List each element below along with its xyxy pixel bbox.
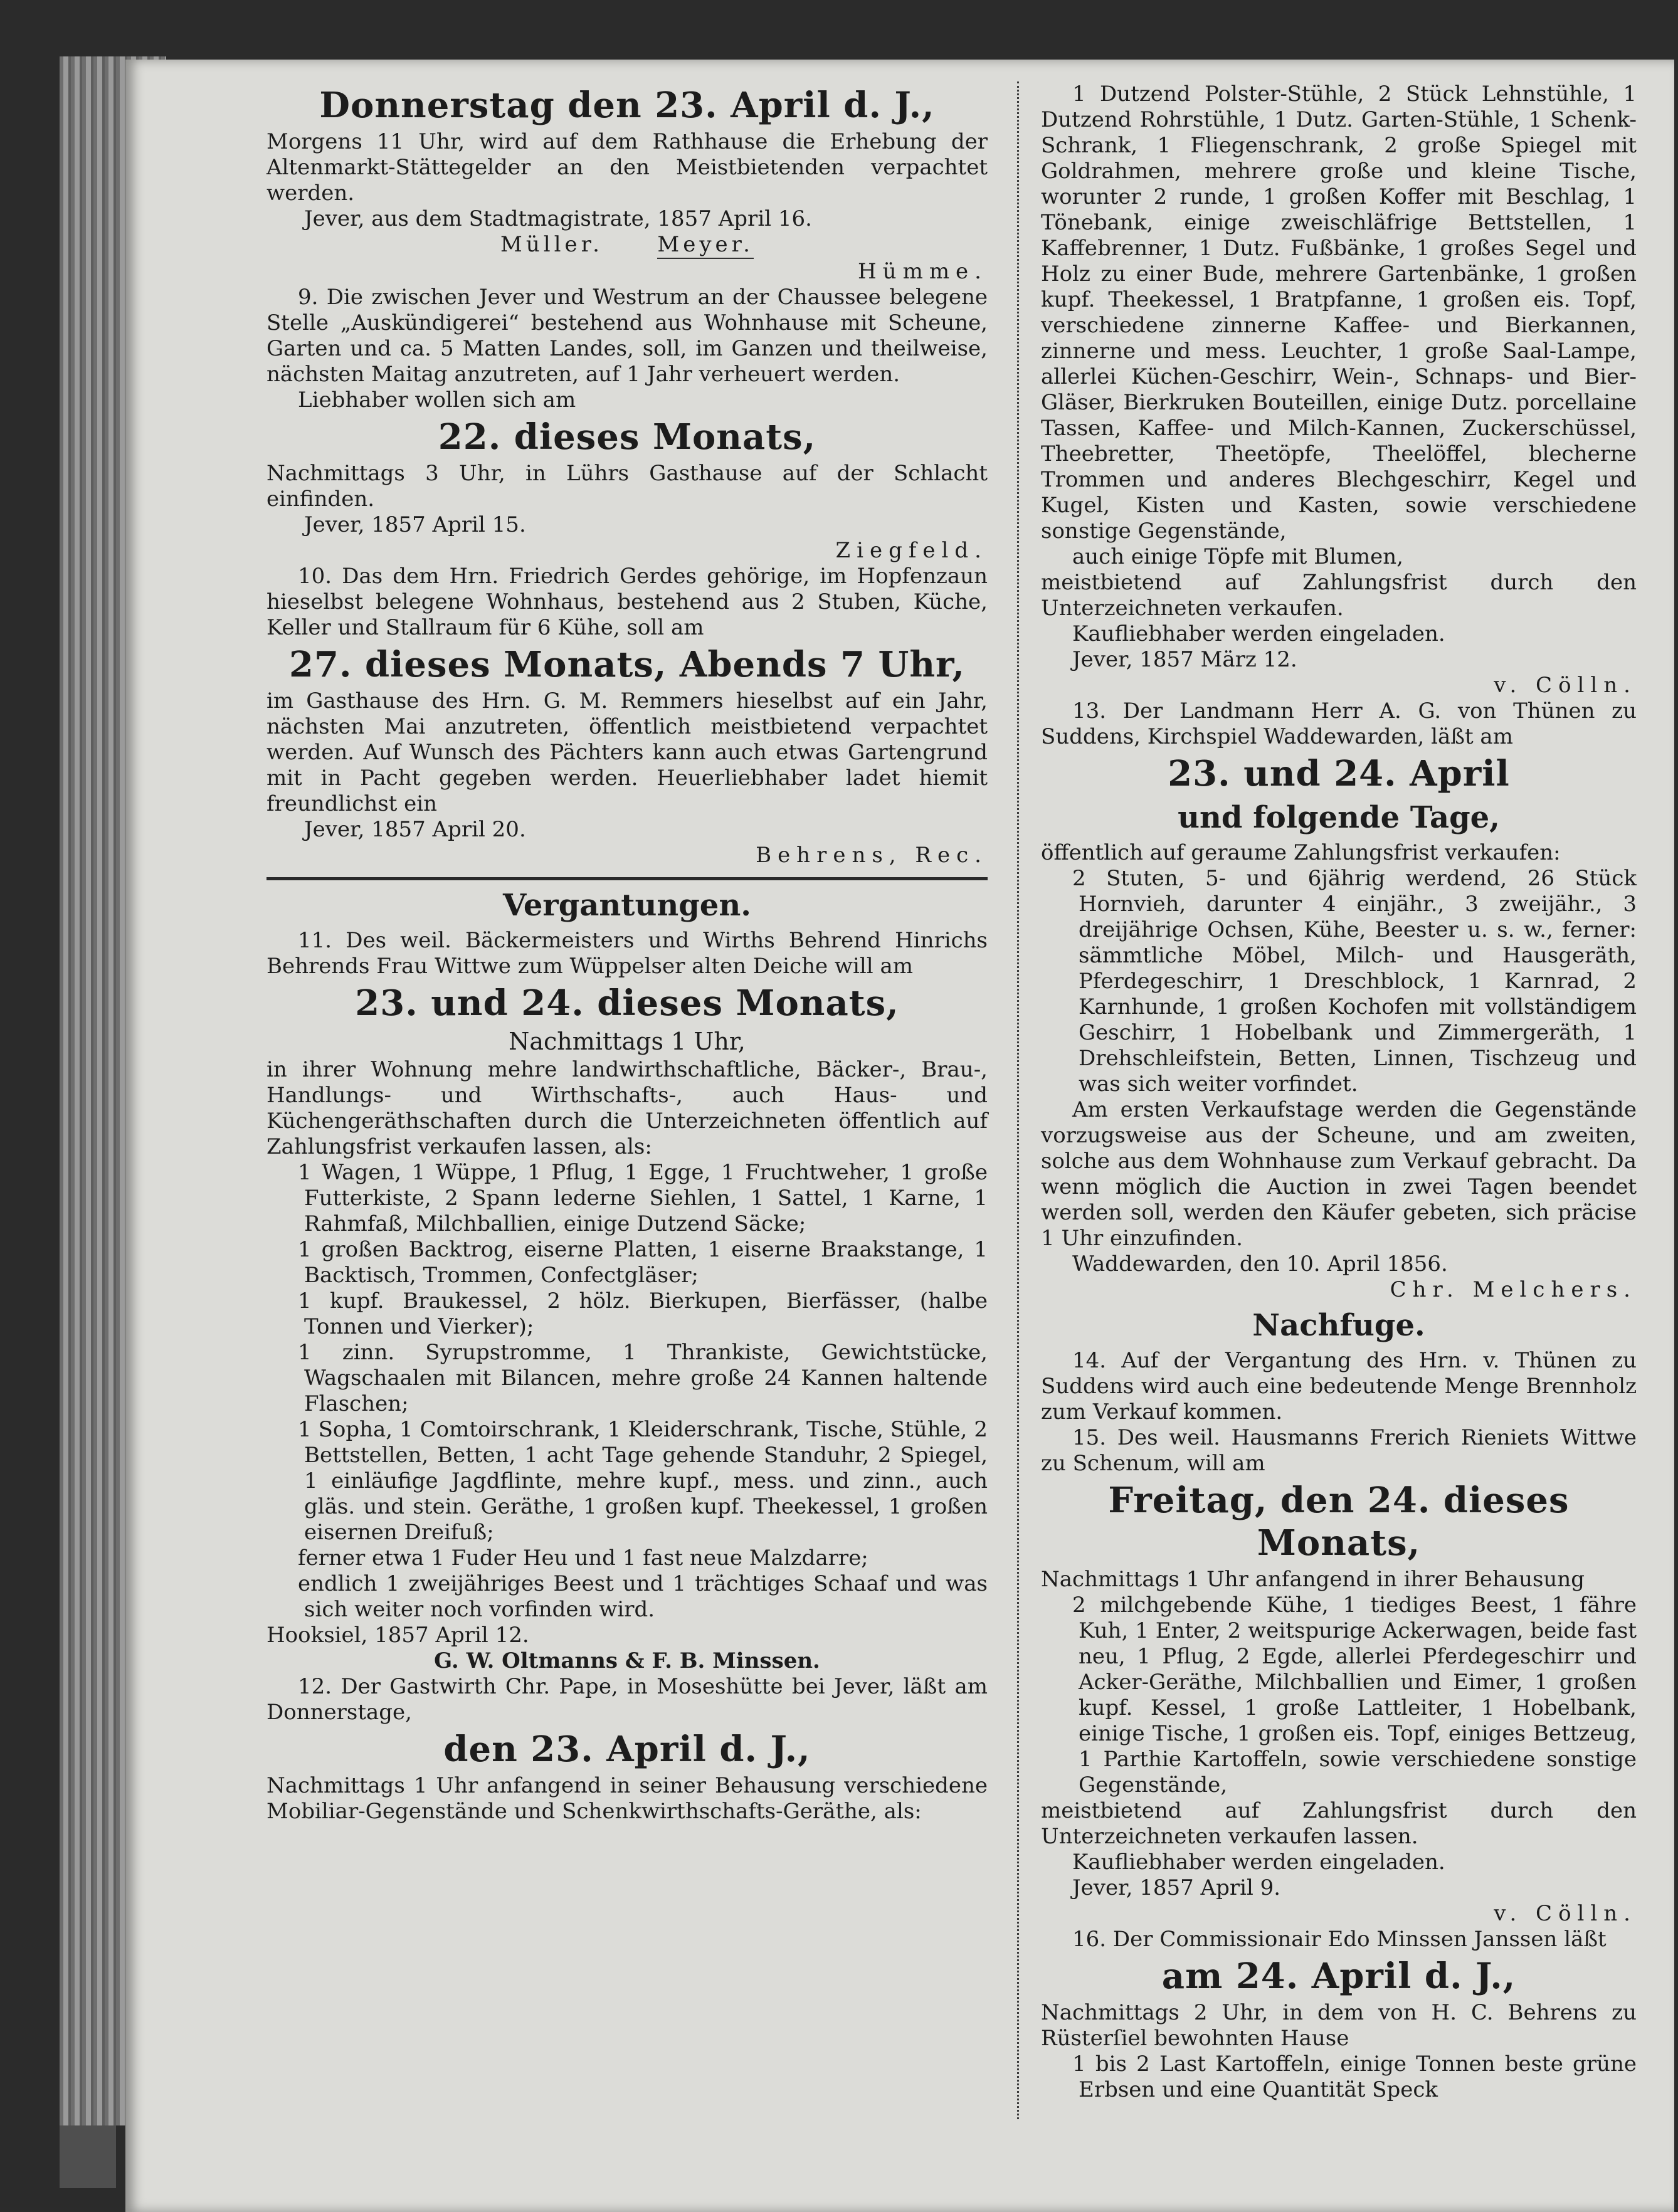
item-13-list: 2 Stuten, 5- und 6jährig werdend, 26 Stück Hornvieh, darunter 4 einjähr., 3 zweijähr., 3 dreijährige Ochsen, Kühe, Beester u. s. w., ferner: sämmtliche Möbel, Milch- und Hausgeräth, Pferdegeschirr, 1 Dreschblock, 1 Karnrad, 2 Karnhunde, 1 großen Kochofen mit vollständigem Geschirr, 1 Hobelbank und Zimmergeräth, 1 Drehschleifstein, Betten, Linnen, Tischzeug und was sich weiter vorfindet. xyxy=(1072,866,1637,1097)
item-13-date: 23. und 24. April xyxy=(1168,753,1510,794)
item-12-continued-2: auch einige Töpfe mit Blumen, xyxy=(1072,544,1403,569)
notice-heading: Donnerstag den 23. April d. J., xyxy=(319,85,935,126)
item-10-text-2: im Gasthause des Hrn. G. M. Remmers hieselbst auf ein Jahr, nächsten Mai anzutreten, öffentlich meistbietend verpachtet werden. Auf Wunsch des Pächters kann auch etwas Gartengrund mit in Pacht gegeben werden. Heuerliebhaber ladet hiemit freundlichst ein xyxy=(266,688,988,816)
item-10-date: 27. dieses Monats, Abends 7 Uhr, xyxy=(289,644,965,685)
item-10-signature: Behrens, Rec. xyxy=(756,843,988,868)
left-column xyxy=(266,82,988,1825)
item-11-list-6: ferner etwa 1 Fuder Heu und 1 fast neue Malzdarre; xyxy=(298,1546,868,1571)
item-12-continued-3: meistbietend auf Zahlungsfrist durch den Unterzeichneten verkaufen. xyxy=(1041,570,1637,621)
item-10-place-date: Jever, 1857 April 20. xyxy=(304,817,526,842)
item-15-text: 15. Des weil. Hausmanns Frerich Rieniets Wittwe zu Schenum, will am xyxy=(1041,1425,1637,1476)
item-11-time: Nachmittags 1 Uhr, xyxy=(509,1028,746,1055)
item-11-place-date: Hooksiel, 1857 April 12. xyxy=(266,1623,529,1648)
item-15-text-3: meistbietend auf Zahlungsfrist durch den Unterzeichneten verkaufen lassen. xyxy=(1041,1798,1637,1849)
item-14-text: 14. Auf der Vergantung des Hrn. v. Thünen zu Suddens wird auch eine bedeutende Menge Brennholz zum Verkauf kommen. xyxy=(1041,1348,1637,1425)
item-11-list-3: 1 kupf. Braukessel, 2 hölz. Bierkupen, Bierfässer, (halbe Tonnen und Vierker); xyxy=(298,1288,988,1339)
item-9-place-date: Jever, 1857 April 15. xyxy=(304,512,526,537)
item-11-list-5: 1 Sopha, 1 Comtoirschrank, 1 Kleiderschrank, Tische, Stühle, 2 Bettstellen, Betten, 1 acht Tage gehende Standuhr, 2 Spiegel, 1 einläufige Jagdflinte, mehre kupf., mess. und zinn., auch gläs. und stein. Geräthe, 1 großen kupf. Theekessel, 1 großen eisernen Dreifuß; xyxy=(298,1417,988,1545)
notice-signatures xyxy=(266,232,988,259)
item-11-list-7: endlich 1 zweijähriges Beest und 1 trächtiges Schaaf und was sich weiter noch vorfinden wird. xyxy=(298,1571,988,1622)
signature-huemme: Hümme. xyxy=(858,259,988,284)
item-10-text: 10. Das dem Hrn. Friedrich Gerdes gehörige, im Hopfenzaun hieselbst belegene Wohnhaus, bestehend aus 2 Stuben, Küche, Keller und Stallraum für 6 Kühe, soll am xyxy=(266,564,988,640)
section-rule xyxy=(266,877,988,880)
item-9-text-2: Nachmittags 3 Uhr, in Lührs Gasthause auf der Schlacht einfinden. xyxy=(266,461,988,512)
notice-place-date: Jever, aus dem Stadtmagistrate, 1857 April 16. xyxy=(304,206,812,231)
item-9-signature: Ziegfeld. xyxy=(835,538,988,563)
item-9-date: 22. dieses Monats, xyxy=(438,416,816,458)
item-12-text: 12. Der Gastwirth Chr. Pape, in Moseshütte bei Jever, läßt am Donnerstage, xyxy=(266,1674,988,1725)
item-15-text-2: Nachmittags 1 Uhr anfangend in ihrer Behausung xyxy=(1041,1567,1585,1592)
item-12-place-date: Jever, 1857 März 12. xyxy=(1072,647,1297,672)
signature-mueller: Müller. xyxy=(500,232,603,257)
item-13-date-2: und folgende Tage, xyxy=(1178,800,1500,835)
item-11-list-1: 1 Wagen, 1 Wüppe, 1 Pflug, 1 Egge, 1 Fruchtweher, 1 große Futterkiste, 2 Spann lederne Siehlen, 1 Sattel, 1 Karne, 1 Rahmfaß, Milchballien, einige Dutzend Säcke; xyxy=(298,1160,988,1236)
item-12-invite: Kaufliebhaber werden eingeladen. xyxy=(1072,621,1445,646)
item-11-date: 23. und 24. dieses Monats, xyxy=(355,982,899,1024)
item-13-signature: Chr. Melchers. xyxy=(1390,1277,1637,1302)
item-13-place-date: Waddewarden, den 10. April 1856. xyxy=(1072,1251,1448,1277)
item-12-date: den 23. April d. J., xyxy=(443,1729,811,1770)
column-divider xyxy=(1017,82,1019,2119)
item-11-list-4: 1 zinn. Syrupstromme, 1 Thrankiste, Gewichtstücke, Wagschaalen mit Bilancen, mehre große 24 Kannen haltende Flaschen; xyxy=(298,1340,988,1416)
item-16-text-2: Nachmittags 2 Uhr, in dem von H. C. Behrens zu Rüsterſiel bewohnten Hause xyxy=(1041,2000,1637,2051)
item-15-signature: v. Cölln. xyxy=(1494,1901,1637,1926)
item-16-list: 1 bis 2 Last Kartoffeln, einige Tonnen beste grüne Erbsen und eine Quantität Speck xyxy=(1072,2051,1637,2102)
item-13-text-2: öffentlich auf geraume Zahlungsfrist verkaufen: xyxy=(1041,840,1561,865)
section-heading-nachfuge: Nachfuge. xyxy=(1252,1308,1425,1343)
item-12-continued: 1 Dutzend Polster-Stühle, 2 Stück Lehnstühle, 1 Dutzend Rohrstühle, 1 Dutz. Garten-Stühle, 1 Schenk-Schrank, 1 Fliegenschrank, 2 große Spiegel mit Goldrahmen, mehrere große und kleine Tische, worunter 2 runde, 1 großen Koffer mit Beschlag, 1 Tönebank, einige zweischläfrige Bettstellen, 1 Kaffebrenner, 1 Dutz. Fußbänke, 1 großes Segel und Holz zu einer Bude, mehrere Gartenbänke, 1 großen kupf. Theekessel, 1 Bratpfanne, 1 großen eis. Topf, verschiedene zinnerne Kaffee- und Bierkannen, zinnerne und mess. Leuchter, 1 große Saal-Lampe, allerlei Küchen-Geschirr, Wein-, Schnaps- und Bier-Gläser, Bierkruken Bouteillen, einige Dutz. porcellaine Tassen, Kaffee- und Milch-Kannen, Zuckerschüssel, Theebretter, Theetöpfe, Theelöffel, blecherne Trommen und anderes Blechgeschirr, Kegel und Kugel, Kisten und Kasten, sowie verschiedene sonstige Gegenstände, xyxy=(1041,82,1637,544)
notice-text: Morgens 11 Uhr, wird auf dem Rathhause die Erhebung der Altenmarkt-Stättegelder an den Meistbietenden verpachtet werden. xyxy=(266,129,988,206)
item-9-invite: Liebhaber wollen sich am xyxy=(298,387,576,413)
right-column xyxy=(1041,82,1637,2103)
item-13-text: 13. Der Landmann Herr A. G. von Thünen zu Suddens, Kirchspiel Waddewarden, läßt am xyxy=(1041,698,1637,749)
item-15-place-date: Jever, 1857 April 9. xyxy=(1072,1875,1281,1900)
item-9-text: 9. Die zwischen Jever und Westrum an der Chaussee belegene Stelle „Auskündigerei“ bestehend aus Wohnhause mit Scheune, Garten und ca. 5 Matten Landes, soll, im Ganzen und theilweise, nächsten Maitag anzutreten, auf 1 Jahr verheuert werden. xyxy=(266,285,988,387)
item-13-text-3: Am ersten Verkaufstage werden die Gegenstände vorzugsweise aus der Scheune, und am zweiten, solche aus dem Wohnhause zum Verkauf gebracht. Da wenn möglich die Auction in zwei Tagen beendet werden soll, werden den Käufer gebeten, sich präcise 1 Uhr einzufinden. xyxy=(1041,1097,1637,1251)
item-16-date: am 24. April d. J., xyxy=(1161,1956,1516,1997)
item-11-text-2: in ihrer Wohnung mehre landwirthschaftliche, Bäcker-, Brau-, Handlungs- und Wirthschafts-, auch Haus- und Küchengeräthschaften durch die Unterzeichneten öffentlich auf Zahlungsfrist verkaufen lassen, als: xyxy=(266,1057,988,1159)
item-12-text-2: Nachmittags 1 Uhr anfangend in seiner Behausung verschiedene Mobiliar-Gegenstände und Schenkwirthschafts-Geräthe, als: xyxy=(266,1773,988,1824)
item-11-list-2: 1 großen Backtrog, eiserne Platten, 1 eiserne Braakstange, 1 Backtisch, Trommen, Confectgläser; xyxy=(298,1237,988,1288)
item-15-list: 2 milchgebende Kühe, 1 tiediges Beest, 1 fähre Kuh, 1 Enter, 2 weitspurige Ackerwagen, beide fast neu, 1 Pflug, 2 Egde, allerlei Pferdegeschirr und Acker-Geräthe, Milchballien und Eimer, 1 großen kupf. Kessel, 1 große Lattleiter, 1 Hobelbank, einige Tische, 1 großen eis. Topf, einiges Bettzeug, 1 Parthie Kartoffeln, sowie verschiedene sonstige Gegenstände, xyxy=(1072,1593,1637,1798)
signature-meyer: Meyer. xyxy=(657,232,754,259)
item-11-signature: G. W. Oltmanns & F. B. Minssen. xyxy=(434,1648,820,1673)
item-15-invite: Kaufliebhaber werden eingeladen. xyxy=(1072,1850,1445,1875)
section-heading-vergantungen: Vergantungen. xyxy=(503,888,751,923)
item-11-text: 11. Des weil. Bäckermeisters und Wirths Behrend Hinrichs Behrends Frau Wittwe zum Wüppelser alten Deiche will am xyxy=(266,928,988,979)
item-15-date: Freitag, den 24. dieses Monats, xyxy=(1108,1480,1570,1564)
item-16-text: 16. Der Commissionair Edo Minssen Janssen läßt xyxy=(1072,1927,1607,1952)
item-12-signature: v. Cölln. xyxy=(1494,673,1637,698)
